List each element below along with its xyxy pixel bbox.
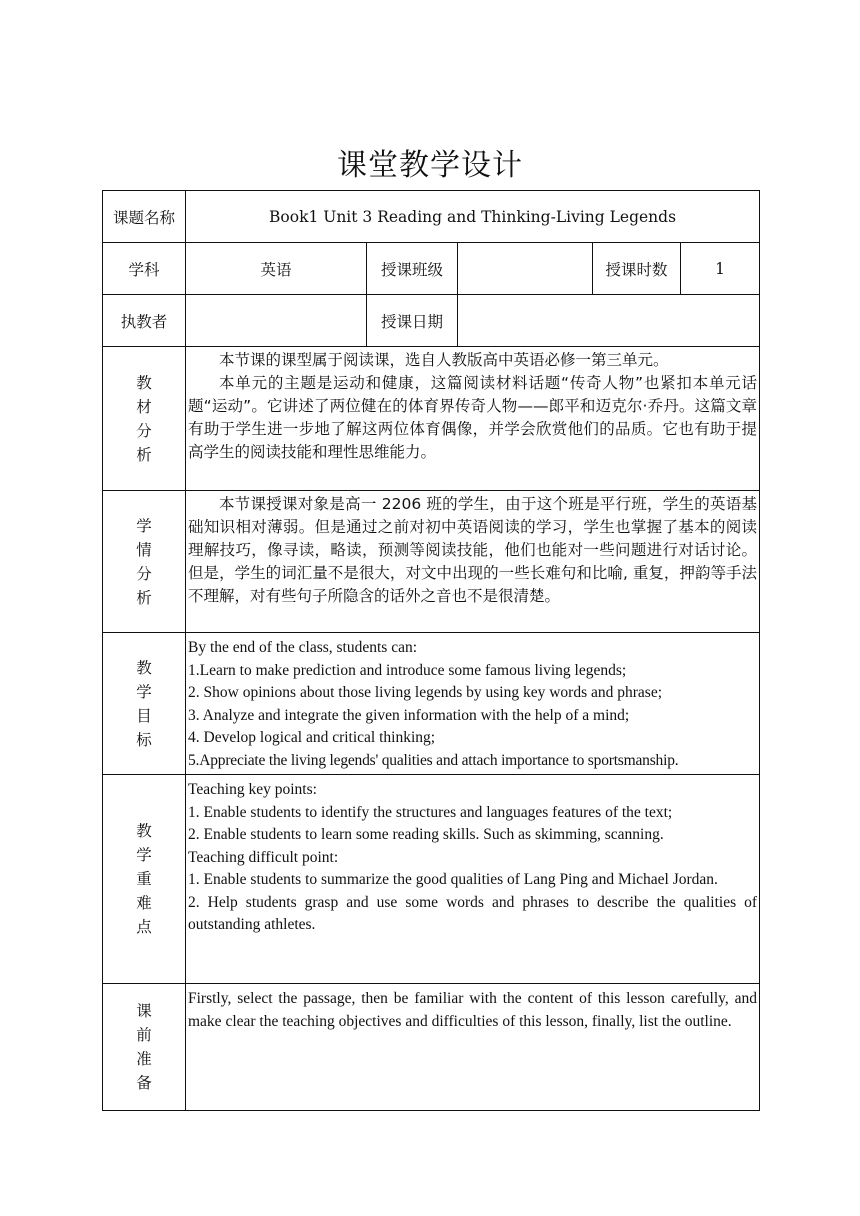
objectives-text: [186, 633, 760, 775]
objective-line: By the end of the class, students can:: [188, 639, 418, 656]
label-char: 教: [136, 658, 152, 677]
label-char: 学: [136, 846, 152, 864]
key-points-text: [186, 775, 760, 984]
paragraph: 本节课授课对象是高一 2206 班的学生，由于这个班是平行班，学生的英语基础知识相对薄弱。但是通过之前对初中英语阅读的学习，学生也掌握了基本的阅读理解技巧，像寻读，略读，预测等阅读技能，他们也能对一些问题进行对话讨论。但是，学生的词汇量不是很大，对文中出现的一些长难句和比喻, 重复，押韵等手法不理解，对有些句子所隐含的话外之音也不是很清楚。: [188, 495, 758, 605]
class-label: 授课班级: [367, 243, 458, 295]
objective-line: 3. Analyze and integrate the given information with the help of a mind;: [188, 706, 630, 724]
key-point-line: 2. Help students grasp and use some words and phrases to describe the qualities of outstanding athletes.: [188, 893, 758, 933]
textbook-analysis-label: [103, 347, 186, 491]
key-point-line: 1. Enable students to identify the structures and languages features of the text;: [188, 803, 673, 821]
subject-row: [103, 243, 760, 295]
objective-line: 5.Appreciate the living legends' qualities and attach importance to sportsmanship.: [188, 751, 679, 769]
subject-label: 学科: [103, 243, 186, 295]
date-value: [458, 295, 760, 347]
lesson-design-table: [102, 190, 760, 1111]
key-point-line: 2. Enable students to learn some reading skills. Such as skimming, scanning.: [188, 826, 664, 843]
objectives-row: [103, 633, 760, 775]
label-char: 教: [136, 822, 152, 840]
teacher-value: [186, 295, 367, 347]
subject-value: 英语: [186, 243, 367, 295]
topic-row: [103, 191, 760, 243]
label-char: 课: [136, 1002, 152, 1020]
date-label: 授课日期: [367, 295, 458, 347]
student-analysis-label: [103, 491, 186, 633]
label-char: 析: [136, 588, 152, 607]
key-point-line: 1. Enable students to summarize the good qualities of Lang Ping and Michael Jordan.: [188, 871, 718, 888]
label-char: 学: [136, 682, 152, 701]
teacher-row: [103, 295, 760, 347]
label-char: 备: [136, 1074, 152, 1092]
label-char: 材: [136, 397, 152, 416]
label-char: 标: [136, 730, 152, 749]
class-value: [458, 243, 593, 295]
key-points-row: [103, 775, 760, 984]
label-char: 目: [136, 706, 152, 725]
topic-label: 课题名称: [103, 191, 186, 243]
objective-line: 1.Learn to make prediction and introduce some famous living legends;: [188, 661, 627, 679]
label-char: 情: [136, 540, 152, 559]
teacher-label: 执教者: [103, 295, 186, 347]
topic-value: Book1 Unit 3 Reading and Thinking-Living Legends: [186, 191, 760, 243]
objective-line: 4. Develop logical and critical thinking;: [188, 729, 436, 746]
preparation-label: [103, 984, 186, 1111]
label-char: 前: [136, 1026, 152, 1044]
page-title: 课堂教学设计: [337, 148, 523, 183]
label-char: 分: [136, 421, 152, 440]
label-char: 点: [136, 918, 152, 936]
objectives-label: [103, 633, 186, 775]
preparation-text: [186, 984, 760, 1111]
paragraph: 本节课的课型属于阅读课，选自人教版高中英语必修一第三单元。: [219, 351, 669, 369]
label-char: 教: [136, 373, 152, 392]
label-char: 学: [136, 516, 152, 535]
key-points-label: [103, 775, 186, 984]
hours-label: 授课时数: [593, 243, 681, 295]
preparation-paragraph: Firstly, select the passage, then be familiar with the content of this lesson carefully, and make clear the teaching objectives and difficulties of this lesson, finally, list the outline.: [188, 990, 758, 1030]
key-point-line: Teaching key points:: [188, 781, 317, 798]
objective-line: 2. Show opinions about those living legends by using key words and phrase;: [188, 684, 662, 701]
paragraph: 本单元的主题是运动和健康，这篇阅读材料话题“传奇人物”也紧扣本单元话题“运动”。它讲述了两位健在的体育界传奇人物——郎平和迈克尔·乔丹。这篇文章有助于学生进一步地了解这两位体育偶像，并学会欣赏他们的品质。它也有助于提高学生的阅读技能和理性思维能力。: [188, 374, 758, 461]
student-analysis-text: [186, 491, 760, 633]
preparation-row: [103, 984, 760, 1111]
student-analysis-row: [103, 491, 760, 633]
label-char: 重: [136, 870, 152, 888]
key-point-line: Teaching difficult point:: [188, 848, 339, 866]
textbook-analysis-text: [186, 347, 760, 491]
label-char: 分: [136, 564, 152, 583]
hours-value: 1: [681, 243, 760, 295]
label-char: 难: [136, 894, 152, 912]
label-char: 析: [136, 445, 152, 464]
textbook-analysis-row: [103, 347, 760, 491]
label-char: 准: [136, 1050, 152, 1068]
